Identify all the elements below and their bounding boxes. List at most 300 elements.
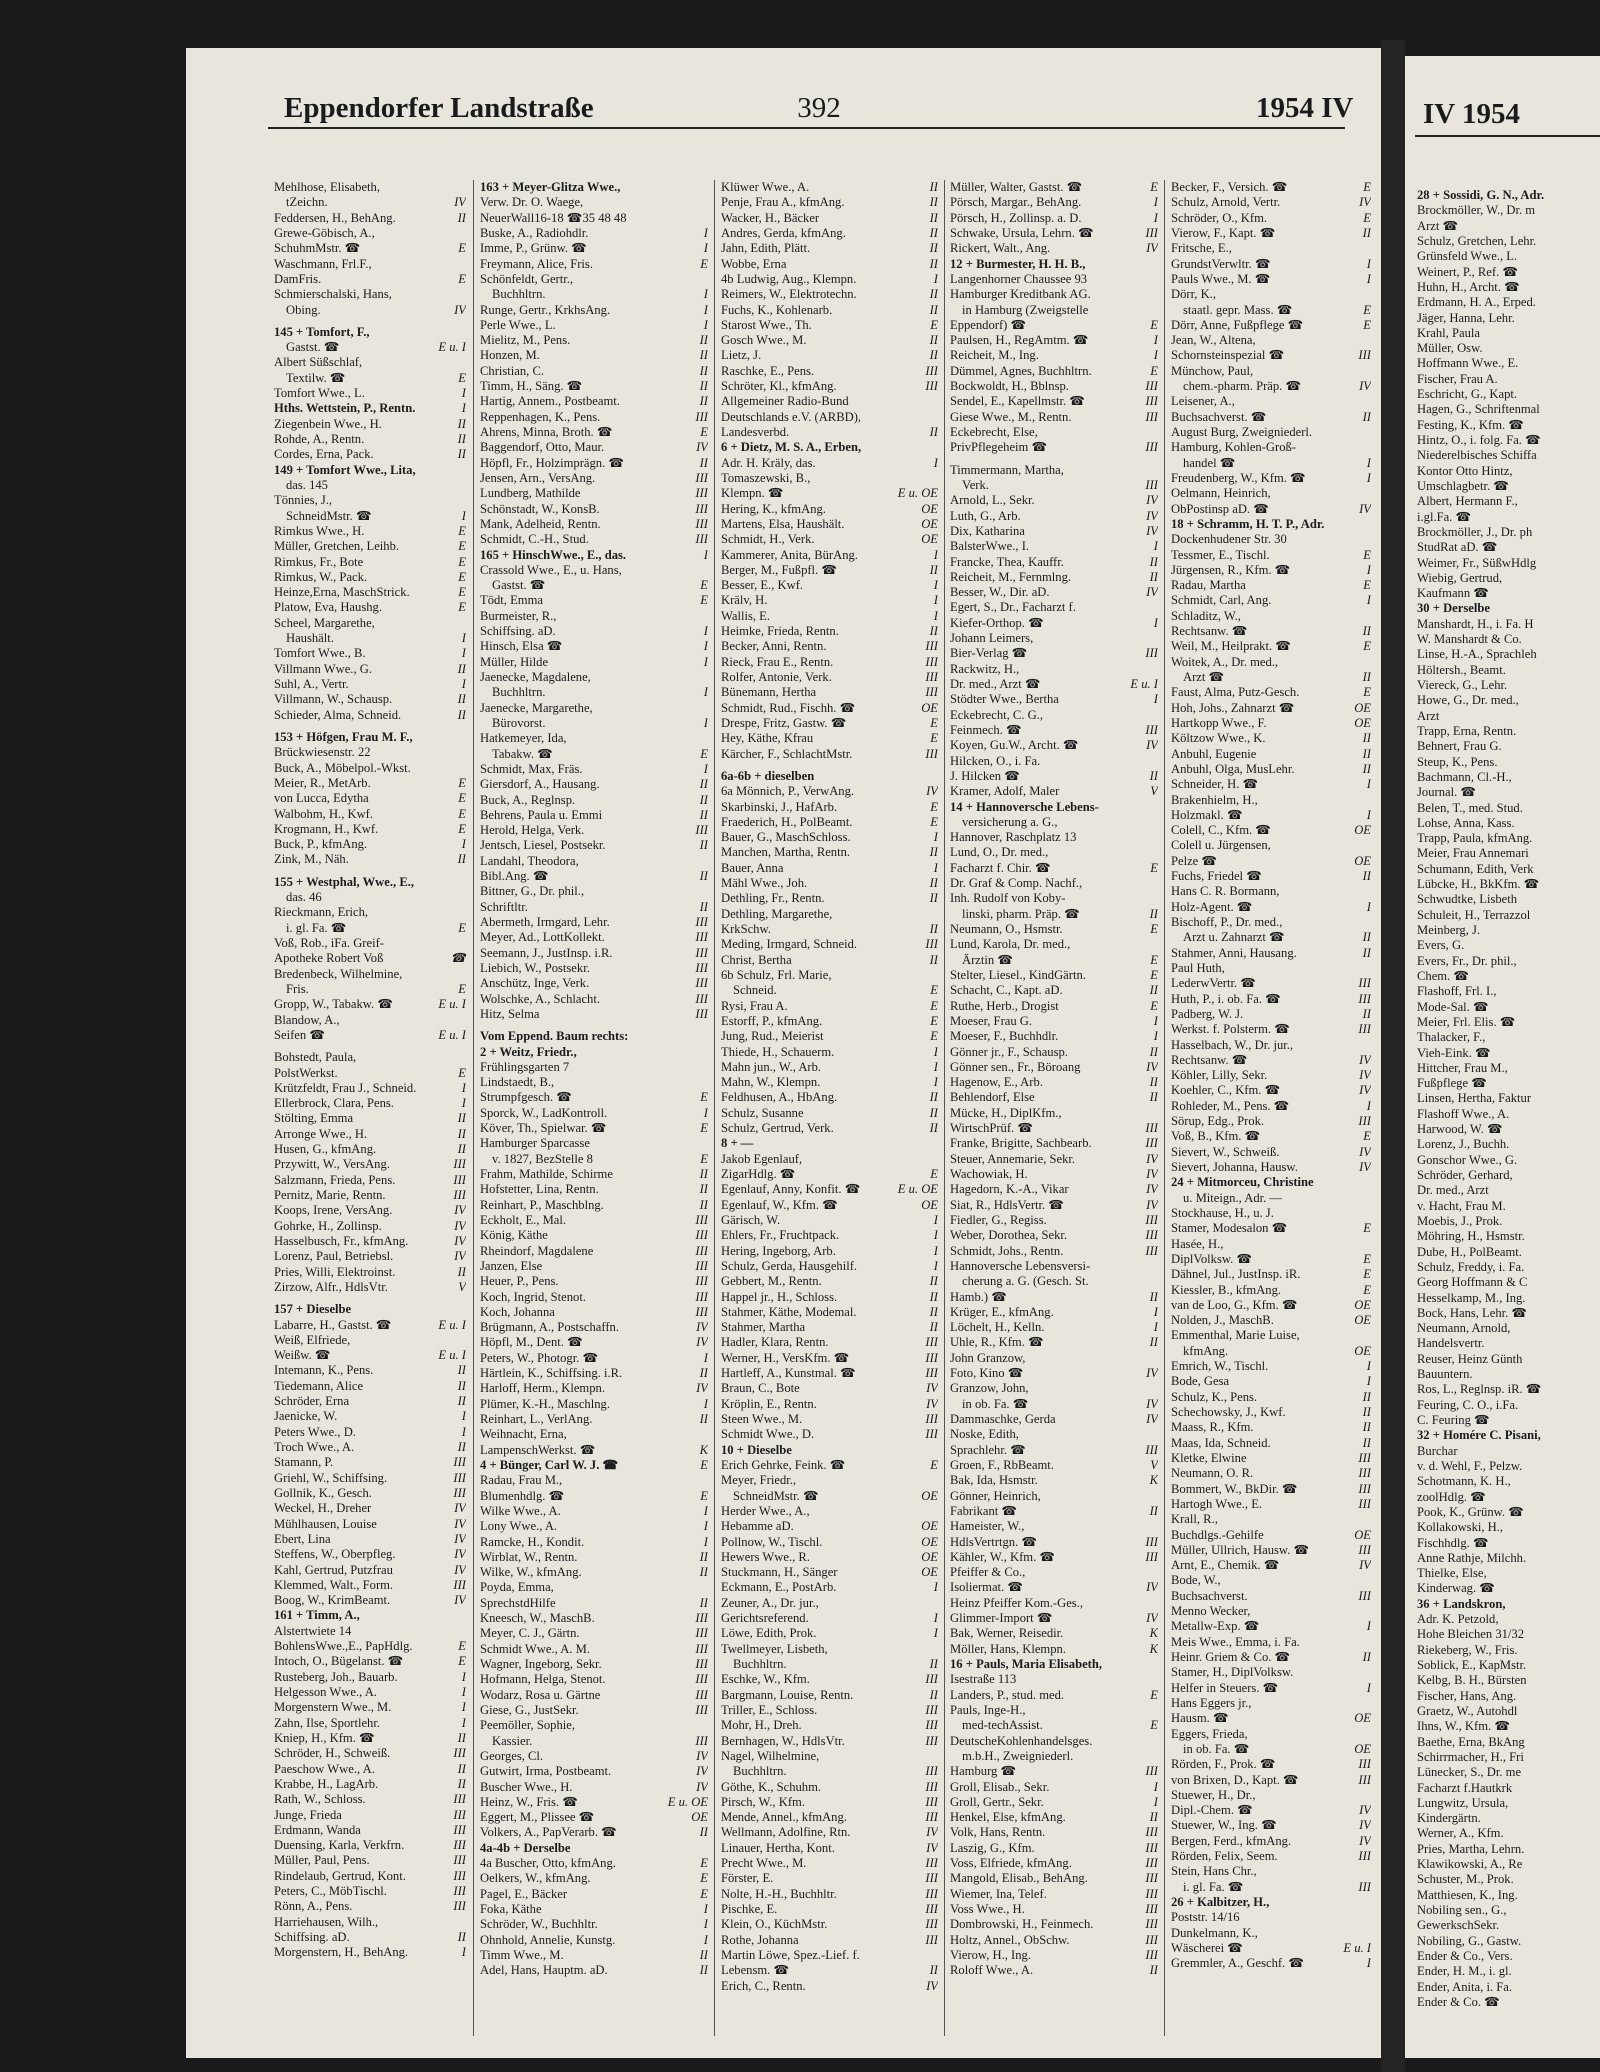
entry-name: Rolfer, Antonie, Verk. [721,670,832,684]
entry-name: Thielke, Else, [1417,1566,1487,1581]
floor-marker: I [703,1917,708,1932]
entry-name: Ender, H. M., i. gl. [1417,1964,1512,1979]
floor-marker: II [929,333,938,348]
entry-name: Nobiling sen., G., [1417,1903,1507,1917]
entry-name: Stahmer, Anni, Hausang. [1171,945,1297,960]
entry-name: Hohe Bleichen 31/32 [1417,1627,1525,1642]
floor-marker: E [458,791,466,806]
directory-entry [480,1795,708,1810]
floor-marker: II [929,562,938,577]
directory-entry [1171,1619,1371,1634]
floor-marker: E [700,1457,708,1472]
floor-marker: II [1149,1090,1158,1105]
entry-name: 161 + Timm, A., [274,1608,360,1623]
entry-name: Dethling, Margarethe, [721,906,833,921]
entry-name: Fiedler, G., Regiss. [950,1212,1047,1227]
floor-marker: III [695,1733,708,1748]
entry-name: Hewers Wwe., R. [721,1549,810,1564]
directory-entry [1171,670,1371,685]
entry-name: HdlsVertrtgn. ☎ [950,1534,1038,1549]
directory-entry [274,708,466,723]
directory-column-4 [950,180,1158,1979]
entry-name: Bock, Hans, Lehr. ☎ [1417,1305,1528,1320]
entry-name: Tessmer, E., Tischl. [1171,547,1270,562]
entry-name: Rath, W., Schloss. [274,1792,366,1807]
directory-entry [1171,1512,1371,1527]
entry-name: Scheel, Margarethe, [274,615,375,630]
directory-entry [950,1810,1158,1825]
directory-entry [950,493,1158,508]
directory-entry [1171,1803,1371,1818]
entry-name: Hans Eggers jr., [1171,1695,1252,1710]
entry-name: Arzt u. Zahnarzt ☎ [1183,930,1285,945]
directory-entry [950,1519,1158,1534]
entry-name: Hadler, Klara, Rentn. [721,1335,829,1350]
directory-entry [1417,1321,1600,1336]
directory-entry [721,1764,938,1779]
directory-entry [950,1917,1158,1932]
floor-marker: III [1145,1947,1158,1962]
entry-name: Herold, Helga, Verk. [480,823,585,838]
entry-name: Kindergärtn. [1417,1811,1481,1826]
floor-marker: I [1153,1320,1158,1335]
directory-entry [721,1060,938,1075]
entry-name: Klawikowski, A., Re [1417,1857,1523,1872]
directory-entry [1171,1298,1371,1313]
floor-marker: IV [1146,508,1158,523]
floor-marker: II [699,1182,708,1197]
directory-entry [950,1014,1158,1029]
floor-marker: III [695,1702,708,1717]
directory-entry [480,793,708,808]
directory-entry [274,600,466,615]
entry-name: 2 + Weitz, Friedr., [480,1044,577,1059]
entry-name: Wiemer, Ina, Telef. [950,1886,1047,1901]
floor-marker: E [700,1856,708,1871]
entry-name: Möller, Hans, Klempn. [950,1641,1066,1656]
entry-name: Klein, O., KüchMstr. [721,1917,828,1932]
entry-name: Herder Wwe., A., [721,1503,810,1518]
floor-marker: E [1363,302,1371,317]
floor-marker: OE [921,516,938,531]
entry-name: Gremmler, A., Geschf. ☎ [1171,1956,1305,1971]
entry-name: Pries, Martha, Lehrn. [1417,1841,1525,1856]
directory-entry [480,532,708,547]
entry-name: Stölting, Emma [274,1111,354,1126]
directory-entry [480,1580,708,1595]
directory-entry [1171,425,1371,440]
entry-name: Siat, R., HdlsVertr. ☎ [950,1197,1064,1212]
entry-name: SchneidMstr. ☎ [733,1488,819,1503]
entry-name: Behlendorf, Else [950,1090,1035,1105]
directory-entry [480,1274,708,1289]
directory-entry [274,1685,466,1700]
entry-name: Schmidt, Johs., Rentn. [950,1243,1064,1258]
entry-name: Estorff, P., kfmAng. [721,1013,823,1028]
floor-marker: IV [1146,585,1158,600]
entry-name: Schirrmacher, H., Fri [1417,1749,1524,1764]
floor-marker: E [1363,578,1371,593]
floor-marker: III [1358,1757,1371,1772]
directory-entry [1171,1344,1371,1359]
floor-marker: IV [454,1501,466,1516]
entry-name: Uhle, R., Kfm. ☎ [950,1335,1044,1350]
entry-name: Dube, H., PolBeamt. [1417,1244,1522,1259]
entry-name: chem.-pharm. Präp. ☎ [1183,379,1302,394]
floor-marker: II [1149,554,1158,569]
entry-name: Schmierschalski, Hans, [274,287,392,302]
floor-marker: I [933,455,938,470]
entry-name: Hinsch, Elsa ☎ [480,639,563,654]
directory-entry [1417,1199,1600,1214]
floor-marker: I [703,639,708,654]
entry-name: Grünsfeld Wwe., L. [1417,249,1518,264]
directory-entry [1171,1206,1371,1221]
directory-entry [274,386,466,401]
floor-marker: III [925,1672,938,1687]
floor-marker: II [699,807,708,822]
entry-name: Christian, C. [480,363,545,378]
entry-spacer [274,318,466,325]
entry-name: Suhl, A., Vertr. [274,677,349,691]
directory-entry [480,1780,708,1795]
entry-name: Eckebrecht, C. G., [950,707,1044,722]
directory-entry [1171,1895,1371,1910]
directory-entry [1417,1168,1600,1183]
directory-entry [950,1596,1158,1611]
directory-entry [274,463,466,478]
directory-entry [721,1657,938,1672]
directory-entry [274,257,466,272]
directory-entry [480,655,708,670]
floor-marker: I [703,761,708,776]
directory-entry [721,1152,938,1167]
entry-name: Klemmed, Walt., Form. [274,1577,394,1592]
directory-entry [274,616,466,631]
directory-entry [480,624,708,639]
directory-entry [1417,1275,1600,1290]
entry-name: Bernhagen, W., HdlsVtr. [721,1733,845,1748]
floor-marker: IV [1359,1083,1371,1098]
entry-name: linski, pharm. Präp. ☎ [962,906,1080,921]
entry-name: Graetz, W., Autohdl [1417,1703,1518,1718]
directory-entry [721,1075,938,1090]
directory-entry [721,1443,938,1458]
entry-name: Jentsch, Liesel, Postsekr. [480,838,606,853]
entry-name: Hering, K., kfmAng. [721,501,826,516]
floor-marker: I [933,1059,938,1074]
directory-entry [1417,295,1600,310]
entry-name: 157 + Dieselbe [274,1302,352,1317]
entry-name: DamFris. [274,271,322,286]
floor-marker: III [695,1687,708,1702]
floor-marker: E [1363,1221,1371,1236]
entry-name: Belen, T., med. Stud. [1417,800,1523,815]
floor-marker: E u. I [1343,1940,1371,1955]
entry-name: Festing, K., Kfm. ☎ [1417,417,1524,432]
entry-name: Buchdlgs.-Gehilfe [1171,1527,1264,1542]
entry-name: Glimmer-Import ☎ [950,1611,1053,1626]
directory-entry [480,517,708,532]
floor-marker: E [458,1639,466,1654]
entry-name: Rechtsanw. ☎ [1171,1052,1248,1067]
entry-name: 4a-4b + Derselbe [480,1840,571,1855]
floor-marker: IV [696,1748,708,1763]
entry-name: Pischke, E. [721,1902,778,1916]
directory-entry [950,738,1158,753]
directory-entry [1171,1390,1371,1405]
entry-name: Hartogh Wwe., E. [1171,1496,1263,1511]
directory-entry [274,761,466,776]
directory-entry [480,747,708,762]
entry-name: Drespe, Fritz, Gastw. ☎ [721,715,847,730]
floor-marker: II [699,1167,708,1181]
entry-name: Anbuhl, Eugenie [1171,746,1257,761]
directory-entry [1171,394,1371,409]
directory-entry [480,1290,708,1305]
entry-name: PolstWerkst. [274,1065,338,1080]
directory-entry [1171,1711,1371,1726]
entry-name: Runge, Gertr., KrkhsAng. [480,302,611,317]
floor-marker: III [925,1718,938,1733]
directory-entry [1171,272,1371,287]
floor-marker: II [1149,1075,1158,1090]
header-rule [1415,135,1600,137]
floor-marker: I [933,1212,938,1227]
entry-name: Jensen, Arn., VersAng. [480,470,596,485]
entry-name: Kiessler, B., kfmAng. [1171,1282,1282,1297]
floor-marker: III [695,960,708,975]
directory-entry [1417,1229,1600,1244]
floor-marker: OE [921,532,938,547]
entry-name: Villmann Wwe., G. [274,661,372,676]
directory-entry [274,1700,466,1715]
floor-marker: IV [1359,1068,1371,1083]
directory-entry [1171,961,1371,976]
directory-entry [721,701,938,716]
directory-entry [1417,877,1600,892]
entry-name: Buchsachverst. [1171,1588,1248,1603]
entry-name: das. 46 [286,890,322,905]
entry-name: Franke, Brigitte, Sachbearb. [950,1136,1092,1151]
entry-name: Hasselbach, W., Dr. jur., [1171,1037,1294,1052]
entry-name: Morgenstern, H., BehAng. [274,1945,409,1960]
entry-name: Wilke Wwe., A. [480,1503,561,1518]
directory-entry [1417,1781,1600,1796]
entry-name: 30 + Derselbe [1417,601,1490,616]
entry-name: Noske, Edith, [950,1427,1019,1442]
entry-name: Gutwirt, Irma, Postbeamt. [480,1764,612,1779]
entry-name: Schotmann, K. H., [1417,1474,1511,1489]
directory-entry [1171,1252,1371,1267]
directory-entry [721,1642,938,1657]
entry-name: Imme, P., Grünw. ☎ [480,241,587,256]
floor-marker: I [1366,271,1371,286]
floor-marker: IV [454,1516,466,1531]
directory-entry [480,1856,708,1871]
floor-marker: IV [926,1825,938,1840]
entry-name: Schuster, M., Prok. [1417,1872,1514,1887]
entry-name: Fischhdlg. ☎ [1417,1535,1489,1550]
floor-marker: II [1149,1044,1158,1059]
entry-name: Ender & Co., Vers. [1417,1948,1513,1963]
floor-marker: IV [1359,1803,1371,1818]
directory-entry [480,1121,708,1136]
entry-name: Rieck, Frau E., Rentn. [721,654,834,669]
floor-marker: E [700,1871,708,1886]
directory-entry [721,1703,938,1718]
floor-marker: III [453,1577,466,1592]
directory-entry [721,1734,938,1749]
directory-entry [950,1672,1158,1687]
directory-entry [1171,1681,1371,1696]
directory-entry [1417,1398,1600,1413]
directory-entry [274,662,466,677]
entry-name: das. 145 [286,477,328,492]
directory-entry [721,180,938,195]
entry-name: Koch, Johanna [480,1304,555,1319]
directory-entry [274,1142,466,1157]
floor-marker: III [453,1884,466,1899]
floor-marker: E [1150,1718,1158,1733]
floor-marker: III [1358,1879,1371,1894]
directory-entry [721,410,938,425]
entry-name: Hasselbusch, Fr., kfmAng. [274,1233,409,1248]
entry-name: Krahl, Paula [1417,325,1480,340]
directory-entry [1417,1857,1600,1872]
directory-entry [1417,387,1600,402]
directory-entry [1417,1214,1600,1229]
directory-entry [274,730,466,745]
floor-marker: II [929,1304,938,1319]
floor-marker: III [1145,1886,1158,1901]
floor-marker: IV [1359,1144,1371,1159]
entry-name: Linse, H.-A., Sprachleh [1417,647,1537,662]
floor-marker: IV [454,1547,466,1562]
entry-name: Lebensm. ☎ [721,1963,790,1978]
entry-name: v. d. Wehl, F., Pelzw. [1417,1458,1523,1473]
directory-entry [480,1259,708,1274]
entry-name: Dockenhudener Str. 30 [1171,532,1287,547]
floor-marker: E [700,578,708,593]
entry-name: Jaenecke, Margarethe, [480,700,593,715]
directory-entry [480,1642,708,1657]
floor-marker: E u. OE [897,1182,938,1197]
entry-name: Mahn, W., Klempn. [721,1075,821,1090]
directory-entry [1417,1382,1600,1397]
directory-entry [721,624,938,639]
entry-name: Roloff Wwe., A. [950,1963,1034,1978]
floor-marker: III [925,1932,938,1947]
entry-name: Inh. Rudolf von Koby- [950,891,1066,906]
entry-name: Schulz, Gretchen, Lehr. [1417,233,1537,248]
directory-entry [721,1335,938,1350]
floor-marker: III [1145,1856,1158,1871]
entry-name: Meinberg, J. [1417,923,1481,937]
floor-marker: E [930,317,938,332]
floor-marker: I [933,593,938,608]
floor-marker: II [699,1549,708,1564]
floor-marker: E [700,1151,708,1166]
directory-entry [1171,869,1371,884]
entry-name: Anbuhl, Olga, MusLehr. [1171,761,1295,776]
directory-entry [274,1915,466,1930]
floor-marker: IV [1146,1182,1158,1197]
directory-column-1 [274,180,466,1961]
entry-name: Kinderwag. ☎ [1417,1581,1495,1596]
directory-entry [950,555,1158,570]
entry-name: Weimer, Fr., SüßwHdlg [1417,555,1537,570]
entry-name: Mode-Sal. ☎ [1417,999,1489,1014]
directory-entry [1417,1872,1600,1887]
floor-marker: I [933,830,938,845]
directory-entry [721,1780,938,1795]
entry-name: Arnold, L., Sekr. [950,493,1035,508]
directory-entry [721,1351,938,1366]
directory-entry [721,784,938,799]
floor-marker: III [695,1304,708,1319]
directory-entry [1417,816,1600,831]
directory-entry [274,447,466,462]
entry-name: Schiffsing. aD. [274,1930,350,1944]
floor-marker: E [1363,1129,1371,1144]
entry-name: Vieh-Eink. ☎ [1417,1045,1491,1060]
directory-entry [1417,1735,1600,1750]
entry-name: Eschke, W., Kfm. [721,1672,810,1687]
entry-name: John Granzow, [950,1350,1026,1365]
directory-entry [1417,280,1600,295]
directory-entry [480,502,708,517]
directory-entry [274,1157,466,1172]
floor-marker: III [925,1856,938,1871]
entry-name: Oelmann, Heinrich, [1171,486,1271,501]
entry-name: Sievert, Johanna, Hausw. [1171,1160,1298,1174]
directory-entry [274,1501,466,1516]
entry-name: Happel jr., H., Schloss. [721,1289,838,1304]
directory-entry [950,1152,1158,1167]
entry-name: Meier, Frau Annemari [1417,846,1529,861]
entry-name: Hamburger Kreditbank AG. [950,287,1091,302]
entry-name: Becker, F., Versich. ☎ [1171,180,1288,194]
floor-marker: IV [1146,523,1158,538]
entry-name: Jäger, Hanna, Lehr. [1417,310,1515,325]
directory-entry [274,1127,466,1142]
floor-marker: II [699,869,708,884]
entry-name: Schulz, K., Pens. [1171,1389,1258,1404]
entry-name: Boog, W., KrimBeamt. [274,1593,391,1608]
directory-entry [274,401,466,416]
floor-marker: II [1362,761,1371,776]
floor-marker: III [1145,1243,1158,1258]
entry-name: Luth, G., Arb. [950,508,1021,523]
floor-marker: III [925,639,938,654]
directory-entry [721,1611,938,1626]
floor-marker: E [700,1886,708,1901]
directory-entry [274,1884,466,1899]
entry-name: Höltersh., Beamt. [1417,662,1506,677]
floor-marker: II [457,661,466,676]
entry-name: 4b Ludwig, Aug., Klempn. [721,271,857,286]
entry-name: Langenhorner Chaussee 93 [950,271,1088,286]
directory-entry [480,364,708,379]
floor-marker: III [695,1289,708,1304]
floor-marker: III [1358,1542,1371,1557]
entry-name: Honzen, M. [480,348,540,363]
entry-name: Seemann, J., JustInsp. i.R. [480,945,613,960]
floor-marker: II [1149,1289,1158,1304]
floor-marker: III [695,1672,708,1687]
directory-entry [950,1045,1158,1060]
